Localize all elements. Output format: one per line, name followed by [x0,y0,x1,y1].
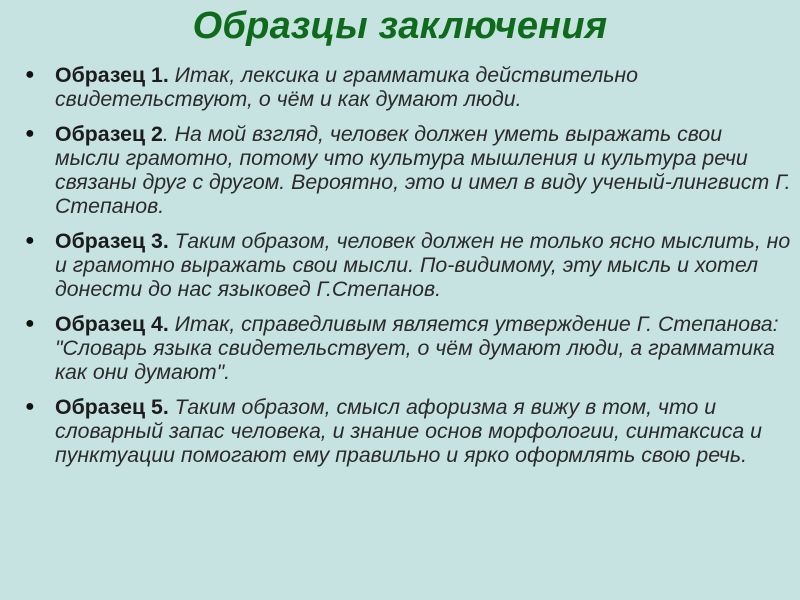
sample-text: Таким образом, человек должен не только ясно мыслить, но и грамотно выражать свои мысли. По-видимому, эту мысль и хотел донести до нас языковед Г.Степанов. [55,228,791,302]
sample-label: Образец 2 [55,121,163,146]
list-item-sample-4 [22,312,792,385]
list-item-sample-1 [22,63,792,112]
sample-text: Итак, лексика и грамматика действительно свидетельствуют, о чём и как думают люди. [55,63,638,112]
bullet-icon: ● [25,66,35,83]
sample-label: Образец 4. [55,311,169,336]
bullet-icon: ● [25,314,35,332]
sample-label: Образец 5. [55,394,169,419]
list-item-sample-5 [22,395,792,468]
bullet-icon: ● [25,397,35,415]
bullet-icon: ● [25,231,35,249]
sample-text: Итак, справедливым является утверждение Г. Степанова: "Словарь языка свидетельствует, о чём думают люди, а грамматика как они думают". [55,311,779,385]
list-item-sample-3 [22,229,792,302]
list-item-sample-2 [22,122,792,219]
sample-text: Таким образом, смысл афоризма я вижу в том, что и словарный запас человека, и знание основ морфологии, синтаксиса и пунктуации помогают ему правильно и ярко оформлять свою речь. [55,394,762,468]
slide-title: Образцы заключения [192,5,608,47]
bullet-icon: ● [25,124,35,142]
sample-text: . На мой взгляд, человек должен уметь выражать свои мысли грамотно, потому что культура мышления и культура речи связаны друг с другом. Вероятно, это и имел в виду ученый-лингвист Г. Степанов. [55,121,791,219]
sample-label: Образец 1. [55,63,169,87]
sample-label: Образец 3. [55,228,169,253]
conclusion-samples-list [22,63,792,477]
